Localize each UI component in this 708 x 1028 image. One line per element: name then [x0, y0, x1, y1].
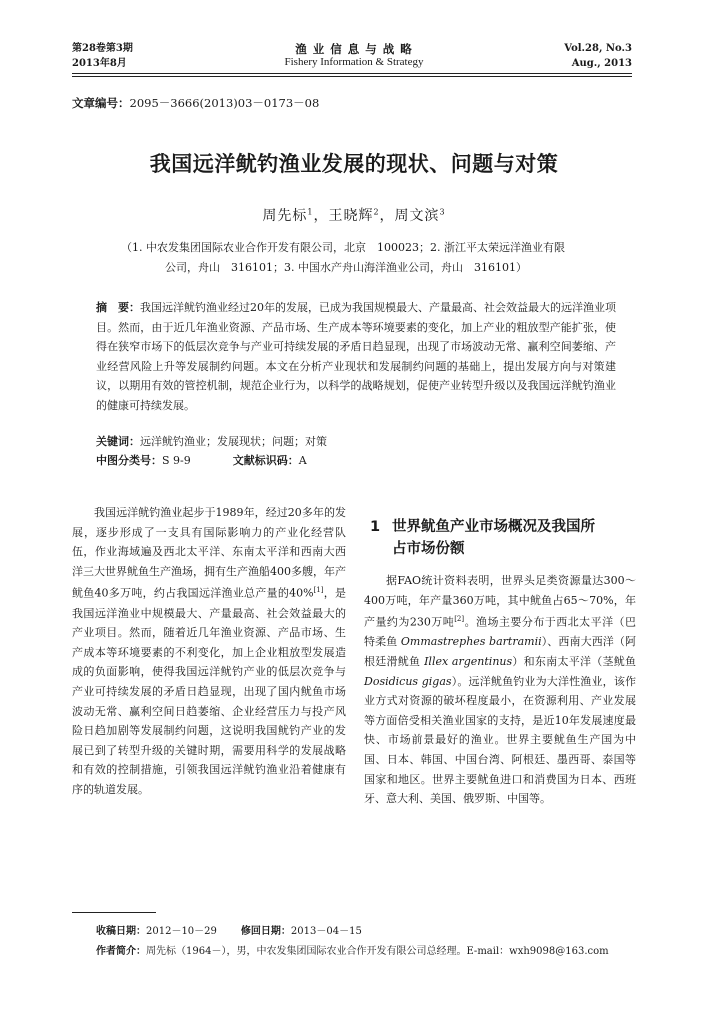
section-number: 1 — [370, 519, 381, 535]
journal-volume-en: Vol.28, No.3 — [564, 43, 632, 54]
journal-name-cn: 渔 业 信 息 与 战 略 — [295, 42, 413, 56]
citation-ref[interactable]: [1] — [313, 586, 324, 595]
author-bio-text: 周先标（1964－），男，中农发集团国际农业合作开发有限公司总经理。E-mail：wxh9098@163.com — [146, 946, 609, 957]
clc-label: 中图分类号： — [96, 454, 162, 467]
header-rule-1 — [72, 73, 632, 74]
keywords-label: 关键词： — [96, 435, 140, 448]
revised-date: 2013－04－15 — [290, 926, 362, 937]
classification — [96, 451, 616, 470]
section-1-text-part-4: ）和东南太平洋（茎鱿鱼 — [512, 655, 637, 669]
species-name: Ommastrephes bartramii — [400, 635, 542, 649]
intro-paragraph — [72, 503, 346, 800]
intro-text-part-2: ，是我国远洋渔业中规模最大、产量最高、社会效益最大的产业项目。然而，随着近几年渔业资源、产品市场、生产成本等环境要素的不利变化，加上企业粗放型发展造成的负面影响，使得我国远洋鱿钓产业的低层次竞争与产业可持续发展的矛盾日趋显现，出现了国内鱿鱼市场波动无常、赢利空间日趋萎缩、企业经营压力与投产风险日趋加剧等发展制约问题，这说明我国鱿钓产业的发展已到了转型升级的关键时期，需要用科学的发展战略和有效的控制措施，引领我国远洋鱿钓渔业沿着健康有序的轨道发展。 — [72, 587, 347, 796]
article-id-value: 2095－3666(2013)03－0173－08 — [129, 96, 320, 110]
author-name: 周先标 — [262, 208, 308, 224]
journal-volume-issue: 第28卷第3期 — [72, 43, 133, 54]
author-name: 王晓辉 — [328, 208, 374, 224]
section-title-line-2: 占市场份额 — [392, 541, 465, 557]
author-separator: ， — [313, 208, 329, 224]
section-1-text-part-2: 。渔场主要分布于西北太平洋（巴特柔鱼 — [364, 615, 636, 649]
keywords — [96, 432, 616, 451]
doc-code-value: A — [298, 454, 307, 467]
journal-name-en: Fishery Information & Strategy — [284, 56, 424, 68]
footnote-dates — [96, 922, 656, 942]
abstract-label: 摘 要： — [96, 301, 140, 314]
species-name: Illex argentinus — [424, 655, 513, 669]
journal-date-en: Aug., 2013 — [571, 58, 632, 69]
footnote-author — [96, 942, 656, 962]
author-list — [0, 205, 708, 225]
author-name: 周文滨 — [394, 208, 440, 224]
author-separator: ， — [379, 208, 395, 224]
article-id-label: 文章编号： — [72, 96, 130, 110]
paper-title: 我国远洋鱿钓渔业发展的现状、问题与对策 — [149, 152, 559, 176]
section-1-text-part-1: 据FAO统计资料表明，世界头足类资源量达300～400万吨，年产量360万吨，其中鱿鱼占65～70%，年产量约为230万吨 — [364, 574, 636, 629]
section-title-line-1: 世界鱿鱼产业市场概况及我国所 — [392, 519, 595, 535]
species-name: Dosidicus gigas — [364, 674, 452, 688]
article-id — [72, 95, 319, 111]
journal-date: 2013年8月 — [72, 58, 127, 69]
keywords-text: 远洋鱿钓渔业；发展现状；问题；对策 — [140, 435, 327, 448]
clc-value: S 9-9 — [162, 454, 191, 467]
citation-ref[interactable]: [2] — [454, 615, 465, 624]
abstract — [96, 298, 616, 415]
intro-text-part-1: 我国远洋鱿钓渔业起步于1989年，经过20多年的发展，逐步形成了一支具有国际影响力的产业化经营队伍，作业海域遍及西北太平洋、东南太平洋和西南大西洋三大世界鱿鱼生产渔场，拥有生产渔船400多艘，年产鱿鱼40多万吨，约占我国远洋渔业总产量的40% — [72, 506, 346, 601]
received-label: 收稿日期： — [96, 926, 146, 937]
abstract-text: 我国远洋鱿钓渔业经过20年的发展，已成为我国规模最大、产量最高、社会效益最大的远洋渔业项目。然而，由于近几年渔业资源、产品市场、生产成本等环境要素的变化，加上产业的粗放型产能扩张，使得在狭窄市场下的低层次竞争与产业可持续发展的矛盾日趋显现，出现了市场波动无常、赢利空间萎缩、产业经营风险上升等发展制约问题。本文在分析产业现状和发展制约问题的基础上，提出发展方向与对策建议，以期用有效的管控机制，规范企业行为，以科学的战略规划，促使产业转型升级以及我国远洋鱿钓渔业的健康可持续发展。 — [96, 301, 616, 412]
header-rule-2 — [72, 76, 632, 77]
section-1-text-part-3: ）、西南大西洋（阿根廷滑鱿鱼 — [364, 635, 636, 669]
affiliation-line-2: 公司，舟山 316101；3. 中国水产舟山海洋渔业公司，舟山 316101） — [165, 261, 527, 274]
affiliation-line-1: （1. 中农发集团国际农业合作开发有限公司，北京 100023；2. 浙江平太荣远洋渔业有限 — [121, 241, 565, 254]
section-title — [392, 516, 638, 560]
author-affiliation-mark: 2 — [373, 207, 380, 217]
footnote-rule — [72, 912, 156, 913]
received-date: 2012－10－29 — [146, 926, 217, 937]
section-1-paragraph — [364, 571, 636, 809]
author-affiliation-mark: 1 — [307, 207, 314, 217]
section-1-text-part-5: ）。远洋鱿鱼钓业为大洋性渔业，该作业方式对资源的破坏程度最小，在资源利用、产业发展等方面倍受相关渔业国家的支持，是近10年发展速度最快、市场前景最好的渔业。世界主要鱿鱼生产国为中国、日本、韩国、中国台湾、阿根廷、墨西哥、泰国等国家和地区。世界主要鱿鱼进口和消费国为日本、西班牙、意大利、美国、俄罗斯、中国等。 — [364, 674, 636, 806]
doc-code-label: 文献标识码： — [232, 454, 299, 467]
author-bio-label: 作者简介： — [96, 946, 146, 957]
revised-label: 修回日期： — [240, 926, 291, 937]
author-affiliation-mark: 3 — [439, 207, 446, 217]
